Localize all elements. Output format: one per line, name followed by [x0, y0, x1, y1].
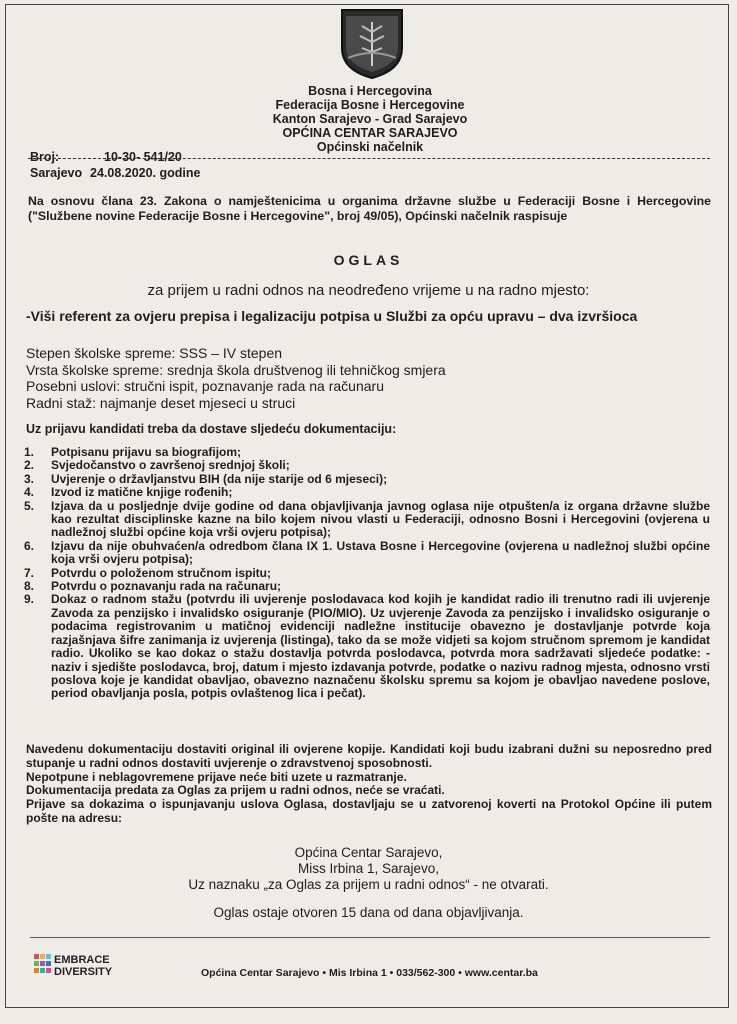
- list-number: 5.: [24, 498, 35, 513]
- list-item: [24, 500, 710, 540]
- mailing-address: [0, 845, 737, 893]
- header-rule: [28, 158, 710, 159]
- list-number: 3.: [24, 471, 35, 486]
- address-line: Općina Centar Sarajevo,: [294, 845, 443, 860]
- documents-intro: Uz prijavu kandidati treba da dostave sljedeću dokumentaciju:: [26, 422, 397, 436]
- date-value: 24.08.2020. godine: [90, 166, 201, 180]
- list-number: 6.: [24, 538, 35, 553]
- logo-text-line: EMBRACE: [54, 954, 110, 966]
- requirement-item: Vrsta školske spreme: srednja škola društvenog ili tehničkog smjera: [26, 361, 446, 378]
- requirement-item: Posebni uslovi: stručni ispit, poznavanje rada na računaru: [26, 378, 384, 394]
- list-item: [24, 486, 710, 499]
- list-text: Izvod iz matične knjige rođenih;: [51, 485, 233, 500]
- header-country: Bosna i Hercegovina: [308, 84, 432, 98]
- document-date: [30, 166, 200, 180]
- reference-label: Broj:: [30, 150, 60, 164]
- list-item: [24, 473, 710, 486]
- list-number: 1.: [24, 445, 35, 459]
- intro-paragraph: Na osnovu člana 23. Zakona o namještenicima u organima državne službe u Federaciji Bosne i Hercegovine ("Službene novine Federacije Bosne i Hercegovine", broj 49/05), Općinski načelnik raspisuje: [28, 194, 711, 223]
- coat-of-arms-icon: [340, 8, 404, 80]
- list-text: Dokaz o radnom stažu (potvrdu ili uvjerenje poslodavaca kod kojih je kandidat radio ili trenutno radi ili uvjerenje Zavoda za penzijsko i invalidsko osiguranje (PIO/MIO). Uz uvjerenje Zavoda za penzijsko i invalidsko osiguranje o podacima registrovanim u matičnoj evidenciji nadležne institucije obavezno je dostavljanje potvrde koja razjašnjava šifre zanimanja iz uvjerenja (listinga), tako da se može vidjeti sa kojom stručnom spremom je kandidat radio. Ukoliko se kao dokaz o stažu dostavlja potvrda poslodavca, potvrda mora sadržavati sljedeće podatke: - naziv i sjedište poslodavca, broj, datum i mjesto izdavanja potvrde, podatke o nazivu radnog mjesta, odnosno vrsti poslova koje je kandidat obavljao, obavezno naznačenu školsku spremu sa kojom je obavljao navedene poslove, period obavljanja posla, potpis ovlaštenog lica i pečat).: [51, 592, 710, 701]
- documents-list: [24, 446, 710, 701]
- address-note: Uz naznaku „za Oglas za prijem u radni odnos“ - ne otvarati.: [188, 877, 549, 892]
- list-item: [24, 593, 710, 700]
- closing-paragraph: Dokumentacija predata za Oglas za prijem u radni odnos, neće se vraćati.: [26, 783, 445, 798]
- list-text: Uvjerenje o državljanstvu BIH (da nije starije od 6 mjeseci);: [51, 471, 388, 486]
- list-text: Potvrdu o položenom stručnom ispitu;: [51, 565, 271, 580]
- closing-paragraph: Navedenu dokumentaciju dostaviti original ili ovjerene kopije. Kandidati koji budu izabrani dužni su neposredno pred stupanje u radni odnos dostaviti uvjerenje o zdravstvenoj sposobnosti.: [26, 742, 712, 770]
- place-label: Sarajevo: [30, 166, 83, 180]
- header-office: Općinski načelnik: [316, 140, 424, 154]
- list-text: Izjavu da nije obuhvaćen/a odredbom člana IX 1. Ustava Bosne i Hercegovine (ovjerena u nadležnoj službi općine koja vrši ovjeru potpisa);: [51, 538, 710, 567]
- list-text: Potpisanu prijavu sa biografijom;: [51, 445, 242, 459]
- list-item: [24, 580, 710, 593]
- list-item: [24, 567, 710, 580]
- requirement-item: Stepen školske spreme: SSS – IV stepen: [26, 345, 283, 361]
- list-item: [24, 459, 710, 472]
- logo-text: [54, 954, 112, 978]
- footer-rule: [30, 937, 710, 938]
- list-number: 9.: [24, 592, 35, 607]
- subtitle: za prijem u radni odnos na neodređeno vrijeme u na radno mjesto:: [147, 282, 590, 299]
- header-federation: Federacija Bosne i Hercegovine: [275, 98, 465, 112]
- list-number: 2.: [24, 458, 35, 473]
- list-text: Izjava da u posljednje dvije godine od dana objavljivanja javnog oglasa nije otpušten/a iz organa državne službe kao rezultat disciplinske kazne na bilo kojem nivou vlasti u Federaciji, odnosno Bosni i Hercegovini (ovjerena u nadležnoj službi općine koja vrši ovjeru potpisa);: [51, 498, 710, 540]
- list-item: [24, 446, 710, 459]
- list-number: 8.: [24, 579, 35, 594]
- reference-number: [30, 150, 182, 164]
- header-canton: Kanton Sarajevo - Grad Sarajevo: [272, 112, 468, 126]
- requirement-item: Radni staž: najmanje deset mjeseci u struci: [26, 394, 296, 411]
- list-number: 7.: [24, 565, 35, 580]
- diversity-logo-icon: [34, 954, 52, 980]
- requirements-list: [26, 345, 446, 411]
- closing-notes: [26, 743, 712, 826]
- list-number: 4.: [24, 485, 35, 500]
- open-period-note: Oglas ostaje otvoren 15 dana od dana objavljivanja.: [213, 905, 524, 920]
- position-title: -Viši referent za ovjeru prepisa i legalizaciju potpisa u Službi za opću upravu – dva izvršioca: [26, 308, 638, 324]
- embrace-diversity-logo: [34, 954, 134, 982]
- logo-text-line: DIVERSITY: [54, 966, 113, 978]
- list-text: Svjedočanstvo o završenoj srednjoj školi;: [51, 458, 290, 473]
- footer-contact: Općina Centar Sarajevo • Mis Irbina 1 • 033/562-300 • www.centar.ba: [201, 967, 538, 979]
- closing-paragraph: Prijave sa dokazima o ispunjavanju uslova Oglasa, dostavljaju se u zatvorenoj koverti na Protokol Općine ili putem pošte na adresu:: [26, 797, 712, 825]
- reference-value: 10-30- 541/20: [104, 150, 182, 164]
- header-municipality: OPĆINA CENTAR SARAJEVO: [282, 126, 458, 140]
- page-title: OGLAS: [333, 252, 404, 268]
- list-text: Potvrdu o poznavanju rada na računaru;: [51, 579, 282, 594]
- closing-paragraph: Nepotpune i neblagovremene prijave neće biti uzete u razmatranje.: [26, 769, 407, 784]
- list-item: [24, 540, 710, 567]
- address-line: Miss Irbina 1, Sarajevo,: [297, 861, 440, 876]
